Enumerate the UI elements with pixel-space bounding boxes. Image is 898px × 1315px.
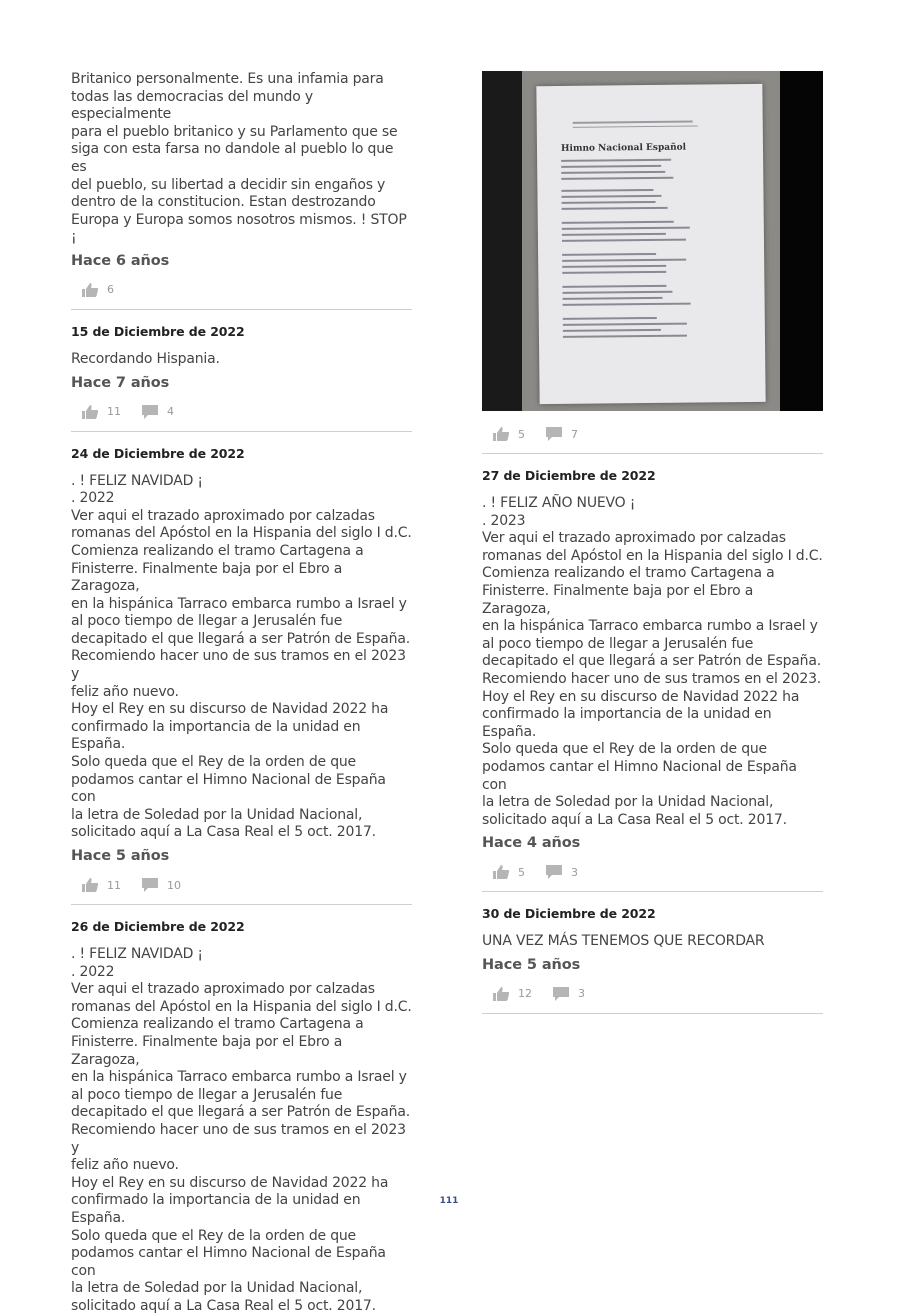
post-actions xyxy=(482,861,823,892)
comment-count: 4 xyxy=(167,405,174,419)
thumbs-up-icon[interactable] xyxy=(492,986,510,1002)
thumbs-up-icon[interactable] xyxy=(81,282,99,298)
comment-count: 7 xyxy=(571,427,578,441)
post-time-ago: Hace 5 años xyxy=(71,848,170,864)
thumbs-up-icon[interactable] xyxy=(492,864,510,880)
post-actions xyxy=(71,279,412,310)
thumbs-up-icon[interactable] xyxy=(81,404,99,420)
post-time-ago: Hace 5 años xyxy=(482,956,581,973)
post-time-ago: Hace 4 años xyxy=(482,835,581,852)
like-count: 6 xyxy=(107,283,114,297)
post-actions xyxy=(482,423,823,454)
like-count: 5 xyxy=(518,427,525,441)
post-text: . ! FELIZ NAVIDAD ¡ . 2022 Ver aqui el trazado aproximado por calzadas romanas del Apóstol en la Hispania del siglo I d.C. Comienza realizando el tramo Cartagena a Finisterre. Finalmente baja por el Ebro a Zaragoza, en la hispánica Tarraco embarca rumbo a Israel y al poco tiempo de llegar a Jerusalén fue decapitado el que llegará a ser Patrón de España. Recomiendo hacer uno de sus tramos en el 2023 y feliz año nuevo. Hoy el Rey en su discurso de Navidad 2022 ha confirmado la importancia de la unidad en España. Solo queda que el Rey de la orden de que podamos cantar el Himno Nacional de España con la letra de Soledad por la Unidad Nacional, solicitado aquí a La Casa Real el 5 oct. 2017. xyxy=(71,946,412,1314)
paper-header-lines xyxy=(573,121,698,128)
comment-icon[interactable] xyxy=(545,864,563,880)
comment-count: 3 xyxy=(578,987,585,1001)
post-date: 30 de Diciembre de 2022 xyxy=(482,906,656,922)
like-count: 5 xyxy=(518,865,525,879)
comment-count: 3 xyxy=(571,865,578,879)
page-number: 111 xyxy=(439,1196,459,1206)
post-text: UNA VEZ MÁS TENEMOS QUE RECORDAR xyxy=(482,933,765,950)
thumbs-up-icon[interactable] xyxy=(492,426,510,442)
anthem-photo[interactable] xyxy=(482,71,823,411)
comment-icon[interactable] xyxy=(545,426,563,442)
thumbs-up-icon[interactable] xyxy=(81,877,99,893)
photo-background xyxy=(482,71,522,411)
like-count: 11 xyxy=(107,405,121,419)
right-column xyxy=(482,71,823,1028)
post-date: 15 de Diciembre de 2022 xyxy=(71,323,245,339)
post-actions xyxy=(71,401,412,432)
post-date: 27 de Diciembre de 2022 xyxy=(482,468,656,483)
like-count: 11 xyxy=(107,878,121,892)
post-date: 24 de Diciembre de 2022 xyxy=(71,445,245,461)
post-text: . ! FELIZ AÑO NUEVO ¡ . 2023 Ver aqui el trazado aproximado por calzadas romanas del Apóstol en la Hispania del siglo I d.C. Comienza realizando el tramo Cartagena a Finisterre. Finalmente baja por el Ebro a Zaragoza, en la hispánica Tarraco embarca rumbo a Israel y al poco tiempo de llegar a Jerusalén fue decapitado el que llegará a ser Patrón de España. Recomiendo hacer uno de sus tramos en el 2023. Hoy el Rey en su discurso de Navidad 2022 ha confirmado la importancia de la unidad en España. Solo queda que el Rey de la orden de que podamos cantar el Himno Nacional de España con la letra de Soledad por la Unidad Nacional, solicitado aquí a La Casa Real el 5 oct. 2017. xyxy=(482,495,823,828)
paper-title: Himno Nacional Español xyxy=(560,142,687,154)
post-text: Recordando Hispania. xyxy=(71,350,220,367)
paper-sheet xyxy=(536,84,765,404)
comment-icon[interactable] xyxy=(141,404,159,420)
post-time-ago: Hace 6 años xyxy=(71,252,170,269)
photo-background xyxy=(780,71,823,411)
like-count: 12 xyxy=(518,987,532,1001)
post-text: . ! FELIZ NAVIDAD ¡ . 2022 Ver aqui el trazado aproximado por calzadas romanas del Apóstol en la Hispania del siglo I d.C. Comienza realizando el tramo Cartagena a Finisterre. Finalmente baja por el Ebro a Zaragoza, en la hispánica Tarraco embarca rumbo a Israel y al poco tiempo de llegar a Jerusalén fue decapitado el que llegará a ser Patrón de España. Recomiendo hacer uno de sus tramos en el 2023 y feliz año nuevo. Hoy el Rey en su discurso de Navidad 2022 ha confirmado la importancia de la unidad en España. Solo queda que el Rey de la orden de que podamos cantar el Himno Nacional de España con la letra de Soledad por la Unidad Nacional, solicitado aquí a La Casa Real el 5 oct. 2017. xyxy=(71,472,412,841)
comment-icon[interactable] xyxy=(552,986,570,1002)
post-actions xyxy=(71,874,412,905)
post-date: 26 de Diciembre de 2022 xyxy=(71,919,245,934)
post-actions xyxy=(482,983,823,1014)
post-text: Britanico personalmente. Es una infamia para todas las democracias del mundo y especialmente para el pueblo britanico y su Parlamento que se siga con esta farsa no dandole al pueblo lo que es del pueblo, su libertad a decidir sin engaños y dentro de la constitucion. Estan destrozando Europa y Europa somos nosotros mismos. ! STOP ¡ xyxy=(71,71,407,246)
left-column xyxy=(71,71,412,1315)
post-time-ago: Hace 7 años xyxy=(71,374,170,391)
comment-count: 10 xyxy=(167,878,181,892)
comment-icon[interactable] xyxy=(141,877,159,893)
